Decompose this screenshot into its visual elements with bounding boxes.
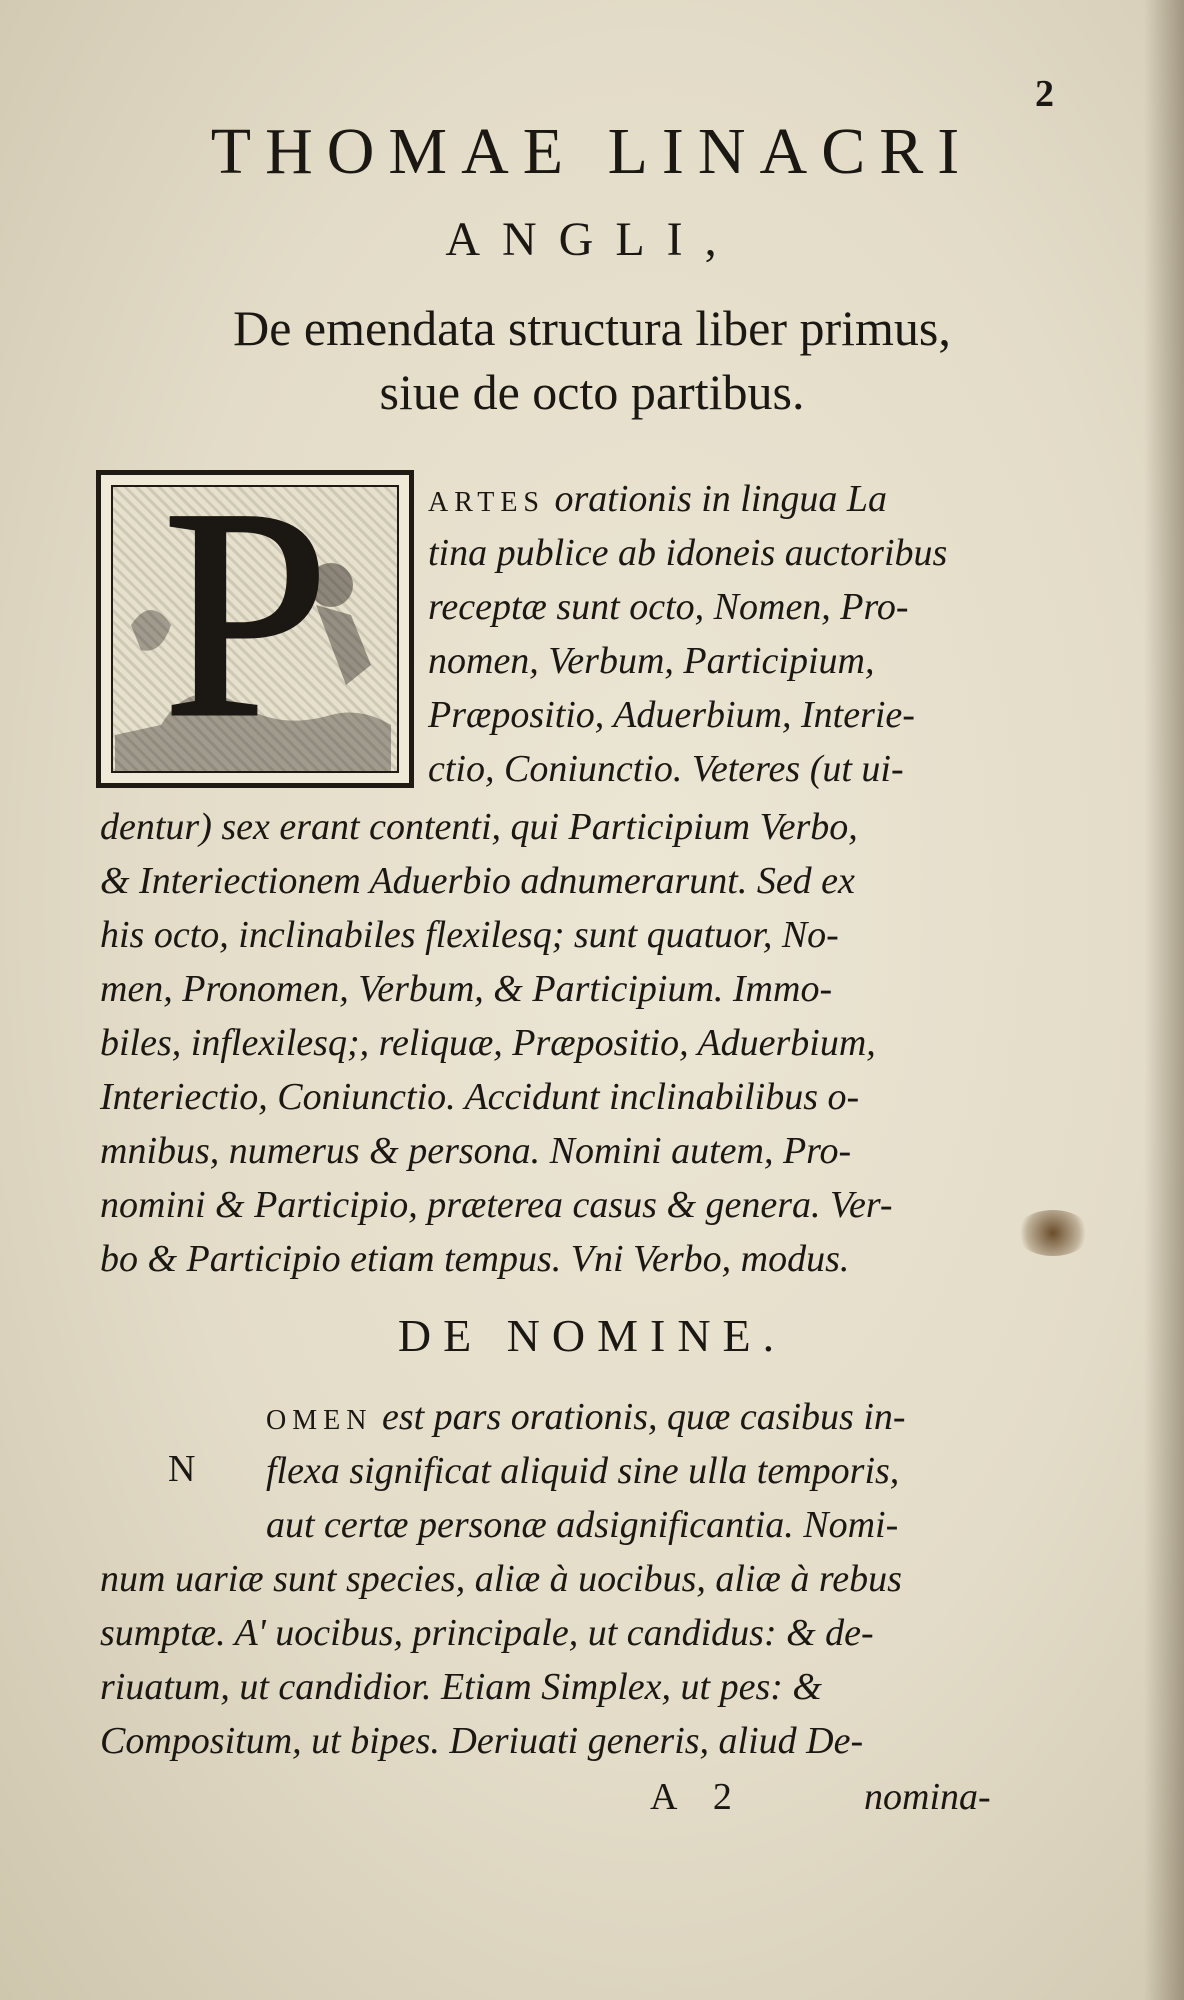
text-line: sumptæ. A' uocibus, principale, ut candidus: & de- [100, 1612, 874, 1654]
page-number: 2 [1035, 73, 1054, 115]
paper-stain [1016, 1210, 1090, 1256]
subtitle-line-2: siue de octo partibus. [379, 364, 805, 420]
section-heading: DE NOMINE. [397, 1310, 787, 1361]
text-line: dentur) sex erant contenti, qui Participium Verbo, [100, 806, 858, 848]
text-line: num uariæ sunt species, aliæ à uocibus, aliæ à rebus [100, 1558, 902, 1600]
text-line: Præpositio, Aduerbium, Interie- [428, 694, 915, 736]
catchword: nomina- [864, 1776, 991, 1818]
text-line [428, 472, 1040, 530]
text-line: ctio, Coniunctio. Veteres (ut ui- [428, 748, 904, 790]
text-line: his octo, inclinabiles flexilesq; sunt quatuor, No- [100, 914, 839, 956]
text-line: mnibus, numerus & persona. Nomini autem, Pro- [100, 1130, 852, 1172]
text-line: & Interiectionem Aduerbio adnumerarunt. Sed ex [100, 860, 855, 902]
text-line: receptæ sunt octo, Nomen, Pro- [428, 586, 909, 628]
text-line: biles, inflexilesq;, reliquæ, Præpositio, Aduerbium, [100, 1022, 876, 1064]
subtitle-line-1: De emendata structura liber primus, [233, 300, 951, 356]
line-text: orationis in lingua La [554, 478, 888, 520]
text-line: nomen, Verbum, Participium, [428, 640, 875, 682]
signature-mark: A 2 [650, 1776, 746, 1818]
section-initial: N [168, 1448, 196, 1490]
text-line: nomini & Participio, præterea casus & genera. Ver- [100, 1184, 893, 1226]
text-line: aut certæ personæ adsignificantia. Nomi- [266, 1504, 899, 1546]
text-line: bo & Participio etiam tempus. Vni Verbo, modus. [100, 1238, 850, 1280]
text-line: Interiectio, Coniunctio. Accidunt inclinabilibus o- [100, 1076, 860, 1118]
text-line: flexa significat aliquid sine ulla temporis, [266, 1450, 900, 1492]
title-nationality: ANGLI, [445, 213, 739, 266]
text-line [266, 1390, 1046, 1448]
lead-smallcaps: OMEN [266, 1405, 373, 1436]
text-line: tina publice ab idoneis auctoribus [428, 532, 948, 574]
woodcut-initial [96, 447, 414, 788]
line-text: est pars orationis, quæ casibus in- [381, 1396, 906, 1438]
text-line: riuatum, ut candidior. Etiam Simplex, ut pes: & [100, 1666, 822, 1708]
lead-smallcaps: ARTES [428, 487, 545, 518]
drop-cap-letter: P [162, 447, 330, 779]
text-line: Compositum, ut bipes. Deriuati generis, aliud De- [100, 1720, 864, 1762]
title-author: THOMAE LINACRI [210, 115, 974, 188]
text-line: men, Pronomen, Verbum, & Participium. Immo- [100, 968, 833, 1010]
